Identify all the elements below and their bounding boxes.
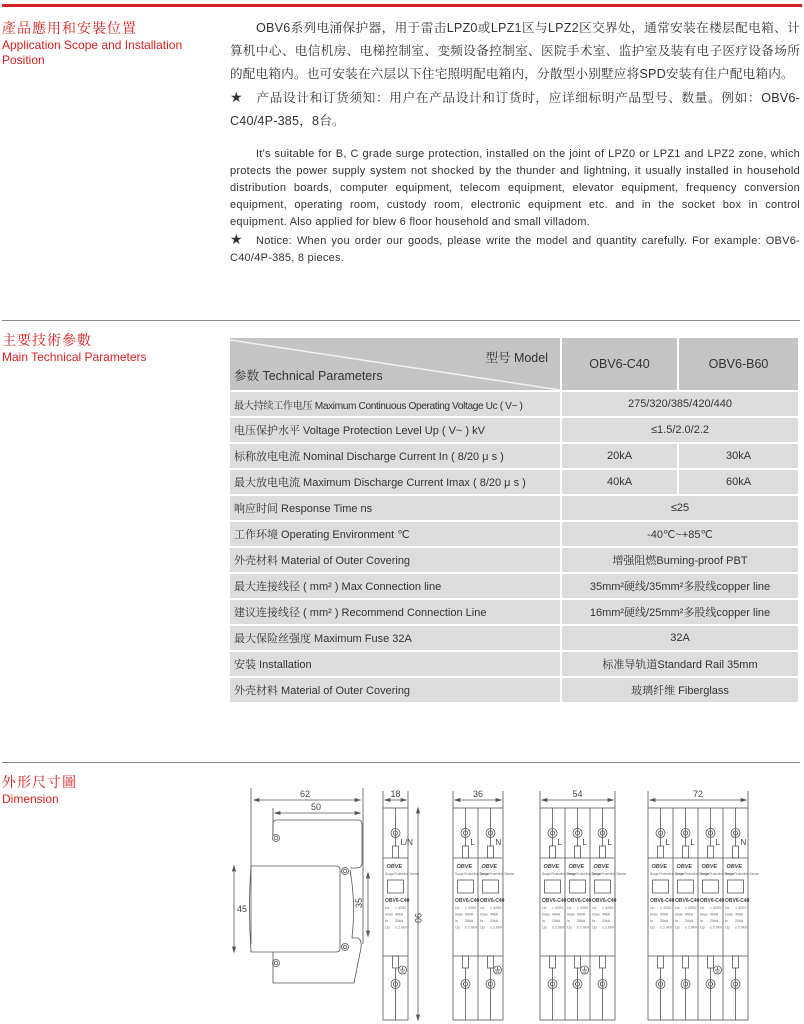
param-label: 安装 Installation [230,651,561,677]
brand-logo: OBVE [543,864,560,870]
header-model-c40: OBV6-C40 [561,338,678,391]
spec-value: ≤ 2.0kV [735,925,748,930]
pole-label: L [715,838,720,847]
spec-key: Imax [542,912,550,917]
dim-90: 90 [413,913,423,924]
parameters-section-title [2,332,147,365]
device-subtitle: Surge Protective Device [650,872,685,876]
pole-label: L [607,838,612,847]
param-value: 16mm²硬线/25mm²多股线copper line [561,599,799,625]
param-label: 外壳材料 Material of Outer Covering [230,547,561,573]
device-subtitle: Surge Protective Device [567,872,602,876]
module-width-label: 72 [693,789,704,799]
spec-value: = 420V [660,906,672,910]
brand-logo: OBVE [481,864,498,870]
spec-key: Imax [480,912,488,917]
pole-label: L/N [400,838,413,847]
device-subtitle: Surge Protective Device [700,872,735,876]
section-divider [2,320,800,321]
table-row [230,443,799,469]
param-label: 外壳材料 Material of Outer Covering [230,677,561,703]
spec-value: 40kA [602,912,611,917]
param-label: 电压保护水平 Voltage Protection Level Up ( V~ ) kV [230,417,561,443]
param-label: 工作环境 Operating Environment ℃ [230,521,561,547]
header-diagonal-cell [230,338,561,391]
spec-value: ≤ 2.0kV [685,925,698,930]
spec-key: Imax [700,912,708,917]
param-value: 275/320/385/420/440 [561,391,799,417]
spec-key: In [650,919,653,923]
module-model: OBV6-C40 [725,898,750,904]
spec-key: Imax [455,912,463,917]
module-width-label: 18 [390,789,401,799]
spec-value: ≤ 2.0kV [577,925,590,930]
spec-key: Imax [592,912,600,917]
module-model: OBV6-C40 [675,898,700,904]
pole-label: L [470,838,475,847]
spec-value: = 420V [685,906,697,910]
spec-key: In [455,919,458,923]
spec-key: In [385,919,388,923]
spec-value: 20kA [577,919,586,923]
table-row [230,469,799,495]
spec-value: 20kA [735,919,744,923]
spec-key: Imax [675,912,683,917]
pole-label: N [495,838,502,847]
param-label: 最大保险丝强度 Maximum Fuse 32A [230,625,561,651]
module-model: OBV6-C40 [700,898,725,904]
table-header-row [230,338,799,391]
spec-value: = 420V [577,906,589,910]
param-value: 标准导轨道Standard Rail 35mm [561,651,799,677]
header-model-label: 型号 Model [485,351,548,365]
spec-value: = 420V [710,906,722,910]
brand-logo: OBVE [701,864,718,870]
spec-key: Imax [725,912,733,917]
spec-key: Up [542,925,547,930]
side-view-drawing [233,788,370,983]
table-row [230,625,799,651]
spec-key: Up [592,925,597,930]
spec-key: Uc [480,906,485,910]
application-title-en: Application Scope and Installation Position [2,38,183,67]
spec-value: 20kA [552,919,561,923]
spec-value: 40kA [710,912,719,917]
param-label: 最大持续工作电压 Maximum Continuous Operating Voltage Uc ( V~ ) [230,391,561,417]
description-zh-body: OBV6系列电涌保护器，用于雷击LPZ0或LPZ1区与LPZ2区交界处，通常安装在楼层配电箱、计算机中心、电信机房、电梯控制室、变频设备控制室、医院手术室、监护室及装有电子医疗设备场所的配电箱内。也可安装在六层以下住宅照明配电箱内，分散型小别墅应将SPD安装有住户配电箱内。 [230,21,800,81]
spec-value: 20kA [660,919,669,923]
description-zh [230,17,800,133]
spec-key: Uc [455,906,460,910]
param-value: 40kA [561,469,678,495]
spec-value: 40kA [465,912,474,917]
module-model: OBV6-C40 [592,898,617,904]
dim-62: 62 [300,789,311,799]
module-model: OBV6-C40 [480,898,505,904]
spec-key: Uc [592,906,597,910]
param-value: 35mm²硬线/35mm²多股线copper line [561,573,799,599]
spec-key: In [592,919,595,923]
param-label: 标称放电电流 Nominal Discharge Current In ( 8/20 μ s ) [230,443,561,469]
table-row [230,651,799,677]
star-icon: ★ [230,89,243,105]
brand-logo: OBVE [456,864,473,870]
module-width-label: 36 [473,789,484,799]
spec-key: Uc [725,906,730,910]
param-value: 32A [561,625,799,651]
spec-key: In [700,919,703,923]
brand-logo: OBVE [726,864,743,870]
spec-key: Imax [567,912,575,917]
description-en-body: It's suitable for B, C grade surge protection, installed on the joint of LPZ0 or LPZ1 and LPZ2 zone, which protects the power supply system not shocked by the thunder and lightning, it usually installed in household distribution boards, computer equipment, telecom equipment, elevator equipment, frequency conversion equipment, operating room, custody room, electronic equipment etc. and in the socket box in control equipment. Also applied for blew 6 floor household and small villadom. [230,148,800,228]
device-subtitle: Surge Protective Device [725,872,760,876]
spec-value: ≤ 2.0kV [602,925,615,930]
spec-value: 40kA [577,912,586,917]
module-model: OBV6-C40 [385,898,410,904]
dimension-title-en: Dimension [2,792,59,806]
spec-key: Imax [385,912,393,917]
spec-key: Up [675,925,680,930]
spec-value: = 420V [465,906,477,910]
table-row [230,573,799,599]
star-icon: ★ [230,231,243,247]
module-4p [648,789,759,1020]
module-1p [383,789,423,1020]
param-label: 响应时间 Response Time ns [230,495,561,521]
spec-value: 40kA [552,912,561,917]
pole-label: L [690,838,695,847]
param-value: ≤1.5/2.0/2.2 [561,417,799,443]
dimension-section-title [2,774,77,807]
spec-key: Up [480,925,485,930]
device-subtitle: Surge Protective Device [455,872,490,876]
spec-value: 40kA [395,912,404,917]
table-row [230,495,799,521]
spec-key: Uc [385,906,390,910]
spec-key: Uc [700,906,705,910]
spec-key: In [725,919,728,923]
spec-value: 20kA [490,919,499,923]
spec-key: Uc [650,906,655,910]
spec-value: ≤ 2.0kV [660,925,673,930]
param-value: 玻璃纤维 Fiberglass [561,677,799,703]
spec-value: 20kA [395,919,404,923]
pole-label: L [557,838,562,847]
description-zh-note [230,86,800,133]
spec-key: Uc [567,906,572,910]
spec-value: ≤ 2.0kV [465,925,478,930]
spec-key: Uc [542,906,547,910]
header-model-b60: OBV6-B60 [678,338,799,391]
param-value: -40℃~+85℃ [561,521,799,547]
param-value: ≤25 [561,495,799,521]
param-label: 建议连接线径 ( mm² ) Recommend Connection Line [230,599,561,625]
spec-value: ≤ 2.0kV [552,925,565,930]
parameters-title-en: Main Technical Parameters [2,350,147,364]
spec-value: ≤ 2.0kV [490,925,503,930]
spec-value: = 420V [552,906,564,910]
spec-value: 40kA [685,912,694,917]
table-row [230,521,799,547]
spec-key: Up [650,925,655,930]
application-section-title [2,20,202,68]
param-value: 60kA [678,469,799,495]
param-label: 最大放电电流 Maximum Discharge Current Imax ( 8/20 μ s ) [230,469,561,495]
brand-logo: OBVE [593,864,610,870]
application-title-zh: 產品應用和安裝位置 [2,21,137,37]
spec-key: In [480,919,483,923]
module-width-label: 54 [572,789,583,799]
spec-value: = 420V [602,906,614,910]
brand-logo: OBVE [651,864,668,870]
pole-label: L [582,838,587,847]
spec-value: 20kA [465,919,474,923]
spec-key: Imax [650,912,658,917]
module-front-views [383,789,759,1020]
module-model: OBV6-C40 [650,898,675,904]
spec-value: 20kA [602,919,611,923]
spec-key: Uc [675,906,680,910]
module-2p [453,789,514,1020]
spec-value: 40kA [660,912,669,917]
pole-label: L [665,838,670,847]
device-subtitle: Surge Protective Device [480,872,515,876]
device-subtitle: Surge Protective Device [385,872,420,876]
spec-key: In [675,919,678,923]
table-row [230,677,799,703]
spec-value: 40kA [735,912,744,917]
table-row [230,599,799,625]
section-divider [2,762,800,763]
spec-value: 40kA [490,912,499,917]
top-red-rule [2,4,802,7]
dim-50: 50 [311,802,322,812]
spec-key: In [567,919,570,923]
spec-key: Up [567,925,572,930]
brand-logo: OBVE [676,864,693,870]
module-model: OBV6-C40 [455,898,480,904]
param-label: 最大连接线径 ( mm² ) Max Connection line [230,573,561,599]
table-row [230,417,799,443]
dimension-drawings [228,788,804,1024]
param-value: 30kA [678,443,799,469]
dimension-title-zh: 外形尺寸圖 [2,775,77,791]
dim-35: 35 [354,897,364,908]
device-subtitle: Surge Protective Device [592,872,627,876]
zh-note-text: 产品设计和订货须知：用户在产品设计和订货时，应详细标明产品型号、数量。例如：OBV6-C40/4P-385，8台。 [230,91,800,128]
table-row [230,547,799,573]
table-row [230,391,799,417]
module-model: OBV6-C40 [542,898,567,904]
brand-logo: OBVE [386,864,403,870]
spec-value: = 420V [735,906,747,910]
header-param-label: 参数 Technical Parameters [234,369,383,383]
device-subtitle: Surge Protective Device [675,872,710,876]
spec-key: Up [385,925,390,930]
module-model: OBV6-C40 [567,898,592,904]
description-en-note [230,231,800,267]
technical-parameters-table [230,338,800,704]
device-subtitle: Surge Protective Device [542,872,577,876]
spec-value: = 420V [490,906,502,910]
brand-logo: OBVE [568,864,585,870]
spec-value: ≤ 2.0kV [395,925,408,930]
param-value: 增强阻燃Burning-proof PBT [561,547,799,573]
spec-key: Up [455,925,460,930]
en-note-text: Notice: When you order our goods, please write the model and quantity carefully. For example: OBV6-C40/4P-385, 8 pieces. [230,235,800,264]
spec-value: ≤ 2.0kV [710,925,723,930]
spec-value: 20kA [710,919,719,923]
dim-45: 45 [237,904,248,914]
spec-key: Up [700,925,705,930]
pole-label: N [740,838,747,847]
spec-key: In [542,919,545,923]
spec-value: = 420V [395,906,407,910]
spec-key: Up [725,925,730,930]
module-3p [540,789,626,1020]
spec-value: 20kA [685,919,694,923]
parameters-title-zh: 主要技術參數 [2,333,92,349]
param-value: 20kA [561,443,678,469]
description-en [230,146,800,267]
